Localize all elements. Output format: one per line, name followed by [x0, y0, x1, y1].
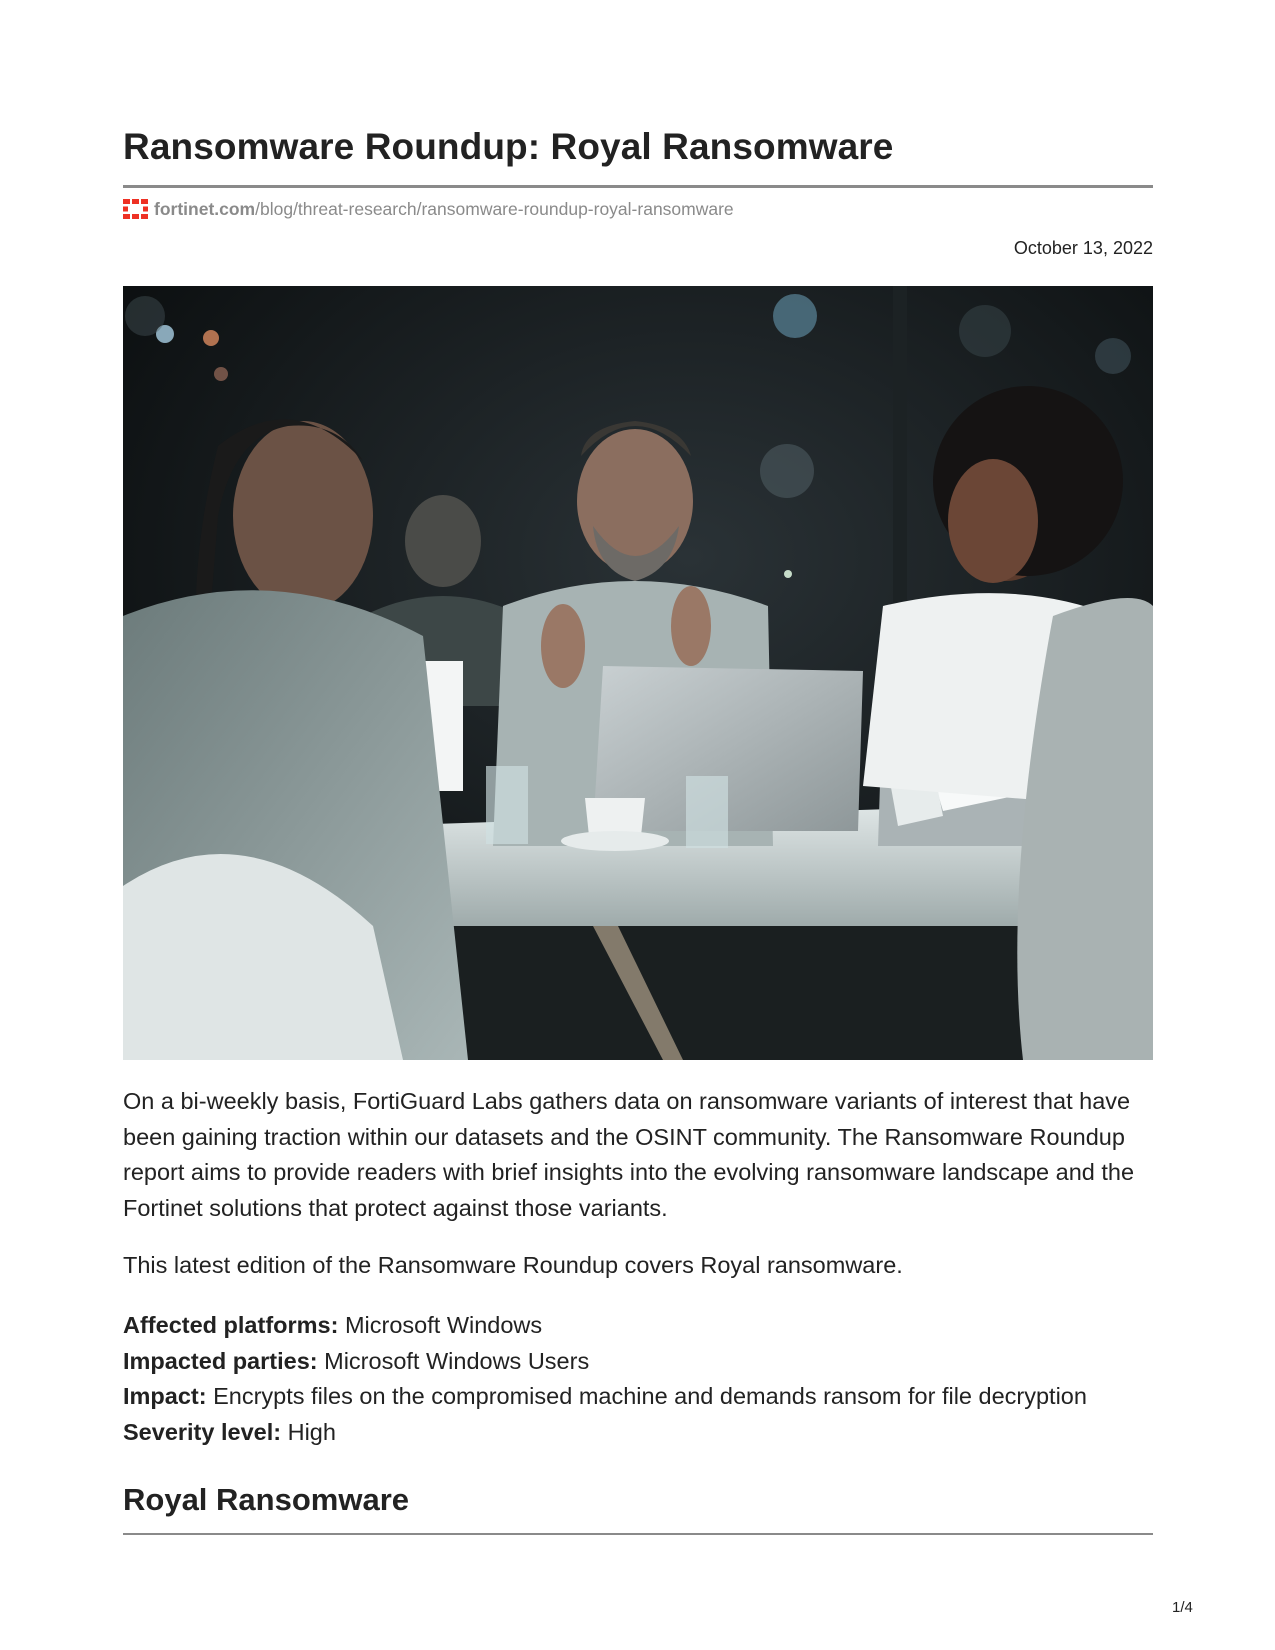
source-path[interactable]: /blog/threat-research/ransomware-roundup-royal-ransomware [255, 198, 734, 219]
fact-label: Impacted parties: [123, 1347, 318, 1374]
fact-value: High [281, 1418, 336, 1445]
source-domain[interactable]: fortinet.com [154, 198, 256, 219]
section-divider [123, 1533, 1153, 1535]
page-number: 1/4 [1172, 1599, 1193, 1616]
source-url[interactable] [123, 198, 734, 220]
fact-label: Affected platforms: [123, 1312, 339, 1338]
intro-paragraph: On a bi-weekly basis, FortiGuard Labs gathers data on ransomware variants of interest that have been gaining traction within our datasets and the OSINT community. The Ransomware Roundup report aims to provide readers with brief insights into the evolving ransomware landscape and the Fortinet solutions that protect against those variants. [123, 1088, 1135, 1221]
hero-image [123, 286, 1153, 1060]
fact-label: Severity level: [123, 1418, 282, 1445]
photo-of-team-meeting-at-night-icon [123, 286, 1153, 1060]
fact-impacted-parties [123, 1344, 1163, 1380]
fact-severity-level [123, 1415, 1163, 1451]
threat-facts [123, 1308, 1163, 1450]
section-heading: Royal Ransomware [123, 1482, 409, 1517]
fortinet-logo-icon [123, 199, 148, 219]
edition-paragraph: This latest edition of the Ransomware Roundup covers Royal ransomware. [123, 1252, 903, 1278]
publish-date: October 13, 2022 [1013, 238, 1153, 258]
fact-affected-platforms [123, 1308, 1163, 1344]
title-divider [123, 185, 1153, 188]
fact-label: Impact: [123, 1383, 207, 1409]
fact-value: Microsoft Windows Users [317, 1347, 590, 1374]
fact-value: Encrypts files on the compromised machine and demands ransom for file decryption [206, 1383, 1087, 1409]
article-title: Ransomware Roundup: Royal Ransomware [123, 126, 894, 167]
fact-impact [123, 1379, 1163, 1415]
fact-value: Microsoft Windows [338, 1312, 543, 1338]
